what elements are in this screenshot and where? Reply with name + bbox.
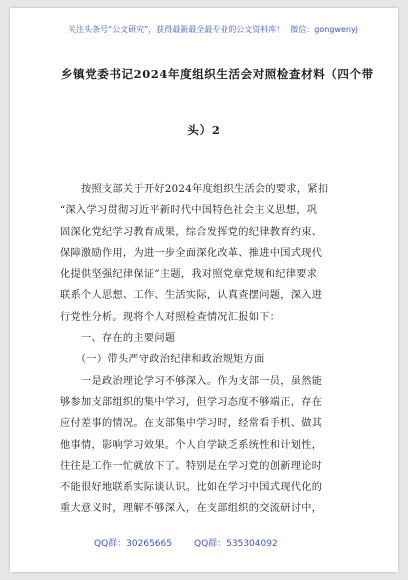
body-line: 他事情，影响学习效果。个人自学缺乏系统性和计划性， — [60, 439, 323, 451]
body-line: 往往是工作一忙就放下了。特别是在学习党的创新理论时 — [60, 460, 323, 472]
footer — [94, 536, 324, 549]
top-banner — [68, 24, 358, 35]
body-line: 够参加支部组织的集中学习，但学习态度不够端正，存在 — [60, 396, 323, 408]
body-line: 化提供坚强纪律保证”主题，我对照党章党规和纪律要求 — [60, 269, 318, 281]
section-heading: 一、存在的主要问题 — [60, 333, 176, 345]
footer-qq-group-1: QQ群：30265665 — [94, 539, 172, 549]
body-line: 应付差事的情况。在支部集中学习时，经常看手机、做其 — [60, 418, 323, 430]
body-line: 不能很好地联系实际谈认识。比如在学习中国式现代化的 — [60, 482, 323, 494]
body-line: 一是政治理论学习不够深入。作为支部一员，虽然能 — [60, 375, 323, 387]
subsection-heading: （一）带头严守政治纪律和政治规矩方面 — [60, 354, 265, 366]
body-line: 联系个人思想、工作、生活实际，认真查摆问题，深入进 — [60, 290, 323, 302]
banner-wechat-text: 微信：gongwenyj — [290, 25, 358, 34]
body-line: 按照支部关于开好2024年度组织生活会的要求，紧扣 — [60, 184, 329, 195]
document-page — [10, 8, 398, 572]
body-line: 保障激励作用，为进一步全面深化改革、推进中国式现代 — [60, 247, 323, 259]
body-line: 重大意义时，理解不够深入，在支部组织的交流研讨中， — [60, 503, 323, 515]
footer-qq-group-2: QQ群：535304092 — [193, 539, 278, 549]
body-line: 固深化党纪学习教育成果，综合发挥党的纪律教育约束、 — [60, 226, 323, 238]
document-body — [60, 179, 360, 520]
body-line: 行党性分析。现将个人对照检查情况汇报如下： — [60, 311, 281, 323]
banner-promo-text: 关注头条号“公文研究”，获得最新最全最专业的公文资料库！ — [68, 25, 285, 34]
document-title-line-1: 乡镇党委书记2024年度组织生活会对照检查材料（四个带 — [61, 67, 374, 81]
body-line: “深入学习贯彻习近平新时代中国特色社会主义思想，巩 — [60, 205, 318, 217]
document-title-line-2: 头）2 — [187, 123, 221, 137]
